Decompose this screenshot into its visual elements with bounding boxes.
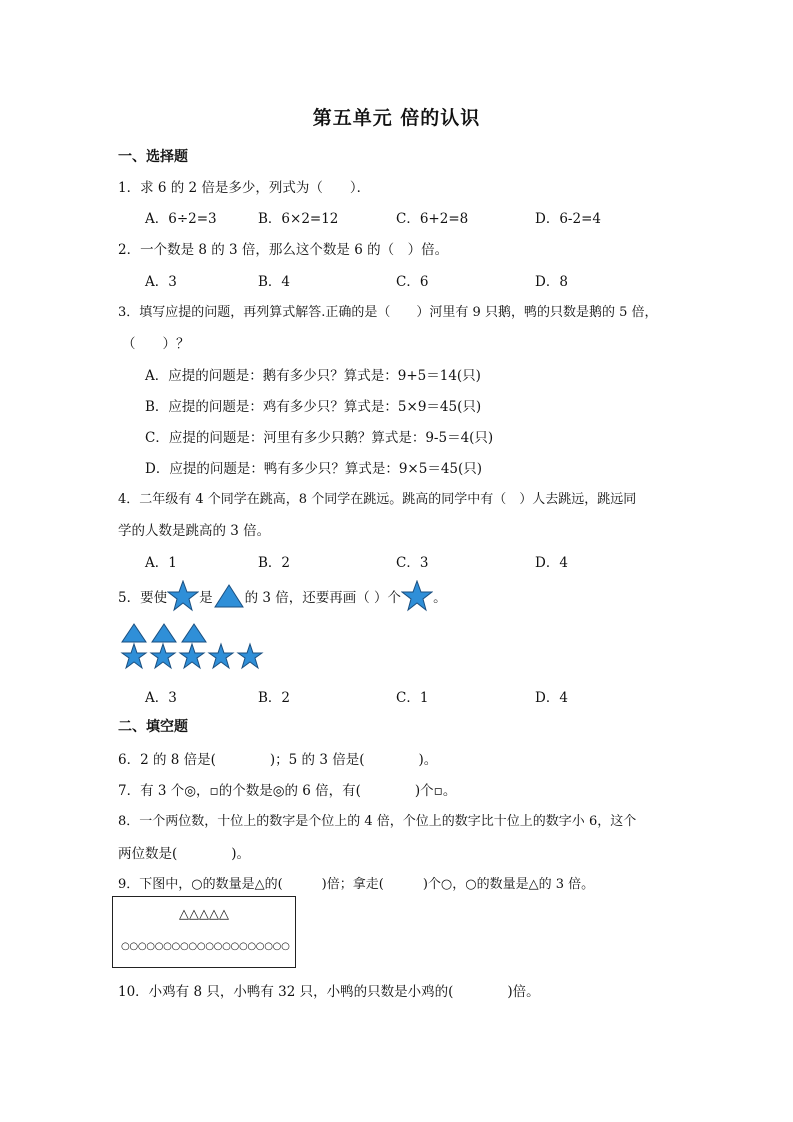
star-icon [122,644,146,668]
star-icon [401,580,433,612]
q5-figure [118,620,268,672]
q5-text-1: 5．要使 [118,590,168,606]
q3-option-a: A．应提的问题是：鹅有多少只？算式是：9+5＝14(只) [145,368,481,384]
q5-text-4: 。 [433,590,447,606]
question-3-line-1: 3．填写应提的问题，再列算式解答.正确的是（ ）河里有 9 只鹅，鸭的只数是鹅的 5 倍， [118,305,658,320]
section-heading-choice: 一、选择题 [118,149,188,165]
q5-option-c: C．1 [396,690,429,706]
q5-text-3: 的 3 倍，还要再画（ ）个 [244,590,402,606]
q9-triangles: △△△△△ [179,907,229,922]
triangle-icon [122,624,146,642]
q5-option-d: D．4 [535,690,568,706]
q1-option-c: C．6+2=8 [396,211,469,227]
q1-option-d: D．6-2=4 [535,211,601,227]
question-1: 1．求 6 的 2 倍是多少，列式为（ ）． [118,180,371,196]
q4-option-c: C．3 [396,555,429,571]
q2-option-b: B．4 [258,274,291,290]
star-icon [238,644,262,668]
q2-option-d: D．8 [535,274,568,290]
section-heading-fill: 二、填空题 [118,719,188,735]
question-2: 2．一个数是 8 的 3 倍，那么这个数是 6 的（ ）倍。 [118,242,449,258]
triangle-icon [182,624,206,642]
triangle-icon [213,583,245,609]
q4-option-a: A．1 [145,555,177,571]
star-icon [209,644,233,668]
question-9: 9．下图中，○的数量是△的( )倍；拿走( )个○，○的数量是△的 3 倍。 [118,877,595,892]
q5-triangles [122,624,206,642]
q9-figure-box [112,896,296,968]
q3-option-d: D．应提的问题是：鸭有多少只？算式是：9×5＝45(只) [145,461,483,477]
q1-option-a: A．6÷2=3 [145,211,217,227]
q5-text-2: 是 [199,590,213,606]
q2-option-a: A．3 [145,274,177,290]
q4-option-b: B．2 [258,555,291,571]
question-4-line-1: 4．二年级有 4 个同学在跳高，8 个同学在跳远。跳高的同学中有（ ）人去跳远，跳远同 [118,492,637,507]
page-title: 第五单元 倍的认识 [312,107,481,129]
q4-option-d: D．4 [535,555,568,571]
q1-option-b: B．6×2=12 [258,211,339,227]
question-3-line-2: （ ）？ [122,336,190,352]
q5-stars [122,644,262,668]
question-8-line-1: 8．一个两位数，十位上的数字是个位上的 4 倍，个位上的数字比十位上的数字小 6，这个 [118,814,637,829]
q3-option-b: B．应提的问题是：鸡有多少只？算式是：5×9＝45(只) [145,399,482,415]
star-icon [167,580,199,612]
question-6: 6．2 的 8 倍是( )；5 的 3 倍是( )。 [118,752,438,768]
star-icon [180,644,204,668]
q5-option-b: B．2 [258,690,291,706]
question-4-line-2: 学的人数是跳高的 3 倍。 [118,523,271,539]
q2-option-c: C．6 [396,274,429,290]
q9-circles: ○○○○○○○○○○○○○○○○○○○○ [121,941,290,952]
q5-option-a: A．3 [145,690,177,706]
question-5 [118,578,447,614]
question-7: 7．有 3 个◎，▫的个数是◎的 6 倍，有( )个▫。 [118,783,457,799]
question-10: 10．小鸡有 8 只，小鸭有 32 只，小鸭的只数是小鸡的( )倍。 [118,984,540,1000]
q3-option-c: C．应提的问题是：河里有多少只鹅？算式是：9-5＝4(只) [145,430,494,446]
star-icon [151,644,175,668]
question-8-line-2: 两位数是( )。 [118,846,251,862]
triangle-icon [152,624,176,642]
